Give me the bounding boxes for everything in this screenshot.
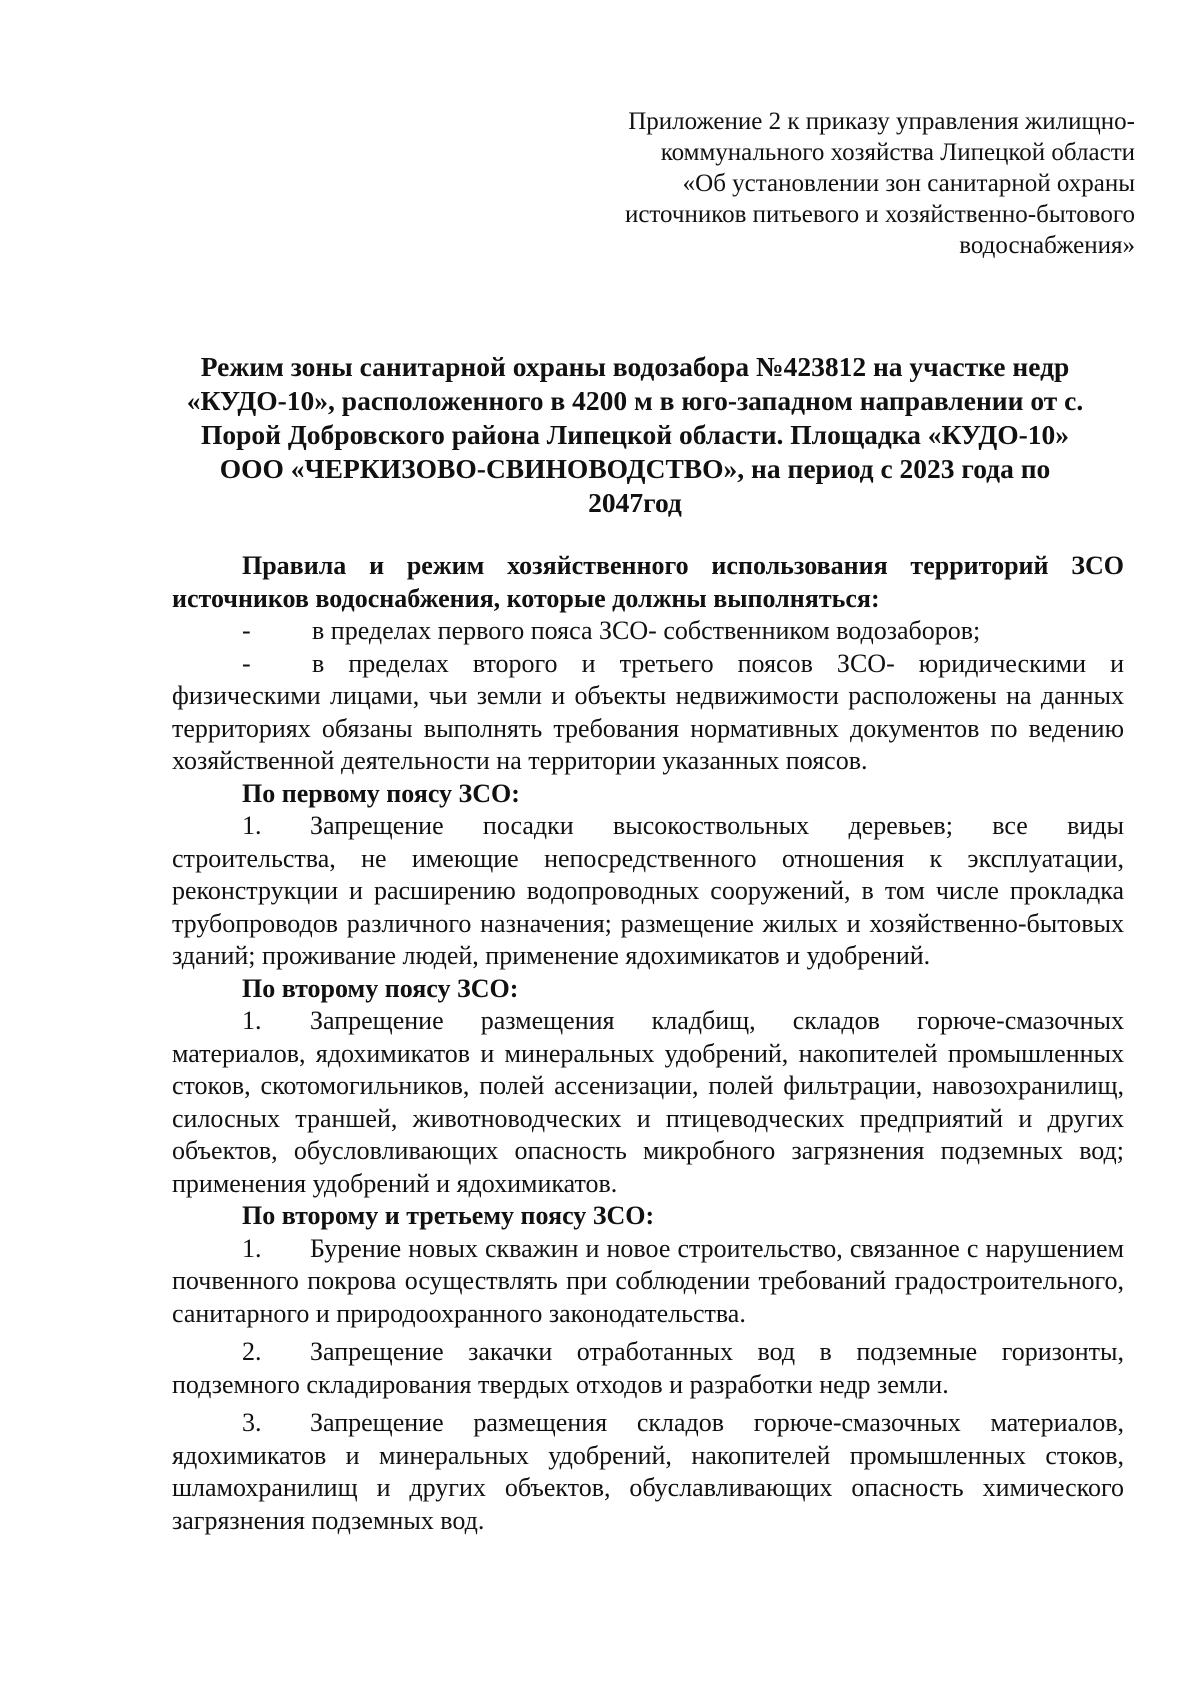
section-heading-second-belt: По второму поясу ЗСО:	[242, 973, 519, 1003]
list-item	[172, 1336, 1124, 1401]
appendix-note	[590, 106, 1135, 261]
list-item-text: Запрещение закачки отработанных вод в подземные горизонты, подземного складирования твердых отходов и разработки недр земли.	[172, 1337, 1124, 1399]
list-item	[172, 810, 1124, 973]
section-heading-second-third-belt: По второму и третьему поясу ЗСО:	[242, 1201, 655, 1230]
list-item	[172, 1233, 1124, 1331]
title-line: 2047год	[588, 487, 682, 518]
list-item-text: Запрещение размещения кладбищ, складов горюче-смазочных материалов, ядохимикатов и минеральных удобрений, накопителей промышленных стоков, скотомогильников, полей ассенизации, полей фильтрации, навозохранилищ, силосных траншей, животноводческих и птицеводческих предприятий и других объектов, обусловливающих опасность микробного загрязнения подземных вод; применения удобрений и ядохимикатов.	[172, 1006, 1124, 1198]
appendix-line: коммунального хозяйства Липецкой области	[660, 139, 1135, 166]
title-line: «КУДО-10», расположенного в 4200 м в юго-западном направлении от с.	[186, 385, 1084, 416]
appendix-line: источников питьевого и хозяйственно-бытового	[624, 201, 1135, 228]
list-item	[172, 1407, 1124, 1537]
title-line: ООО «ЧЕРКИЗОВО-СВИНОВОДСТВО», на период с 2023 года по	[219, 453, 1051, 484]
list-marker: -	[242, 616, 251, 645]
list-marker: 1.	[242, 1233, 262, 1263]
title-line: Режим зоны санитарной охраны водозабора №423812 на участке недр	[200, 351, 1070, 382]
title-line: Порой Добровского района Липецкой области. Площадка «КУДО-10»	[200, 419, 1070, 450]
list-marker: 2.	[242, 1337, 262, 1366]
document-title	[160, 350, 1110, 520]
appendix-line: Приложение 2 к приказу управления жилищно-	[628, 108, 1135, 135]
section-heading-first-belt: По первому поясу ЗСО:	[242, 778, 520, 808]
list-marker: 3.	[242, 1408, 262, 1437]
dash-item	[172, 615, 1124, 648]
list-item-text: Запрещение размещения складов горюче-смазочных материалов, ядохимикатов и минеральных удобрений, накопителей промышленных стоков, шламохранилищ и других объектов, обуславливающих опасность химического загрязнения подземных вод.	[172, 1408, 1124, 1535]
list-item-text: в пределах первого пояса ЗСО- собственником водозаборов;	[312, 616, 981, 645]
intro-heading: Правила и режим хозяйственного использования территорий ЗСО источников водоснабжения, которые должны выполняться:	[172, 551, 1124, 613]
appendix-line: водоснабжения»	[959, 232, 1135, 259]
appendix-line: «Об установлении зон санитарной охраны	[682, 170, 1135, 197]
list-marker: 1.	[242, 811, 262, 840]
list-marker: 1.	[242, 1006, 262, 1035]
list-item-text: Запрещение посадки высокоствольных деревьев; все виды строительства, не имеющие непосредственного отношения к эксплуатации, реконструкции и расширению водопроводных сооружений, в том числе прокладка трубопроводов различного назначения; размещение жилых и хозяйственно-бытовых зданий; проживание людей, применение ядохимикатов и удобрений.	[172, 811, 1124, 970]
list-item	[172, 1005, 1124, 1200]
list-item-text: в пределах второго и третьего поясов ЗСО- юридическими и физическими лицами, чьи земли и объекты недвижимости расположены на данных территориях обязаны выполнять требования нормативных документов по ведению хозяйственной деятельности на территории указанных поясов.	[172, 648, 1124, 775]
document-body	[172, 550, 1124, 1537]
list-item-text: Бурение новых скважин и новое строительство, связанное с нарушением почвенного покрова осуществлять при соблюдении требований градостроительного, санитарного и природоохранного законодательства.	[172, 1233, 1124, 1328]
dash-item	[172, 648, 1124, 778]
list-marker: -	[242, 648, 251, 678]
